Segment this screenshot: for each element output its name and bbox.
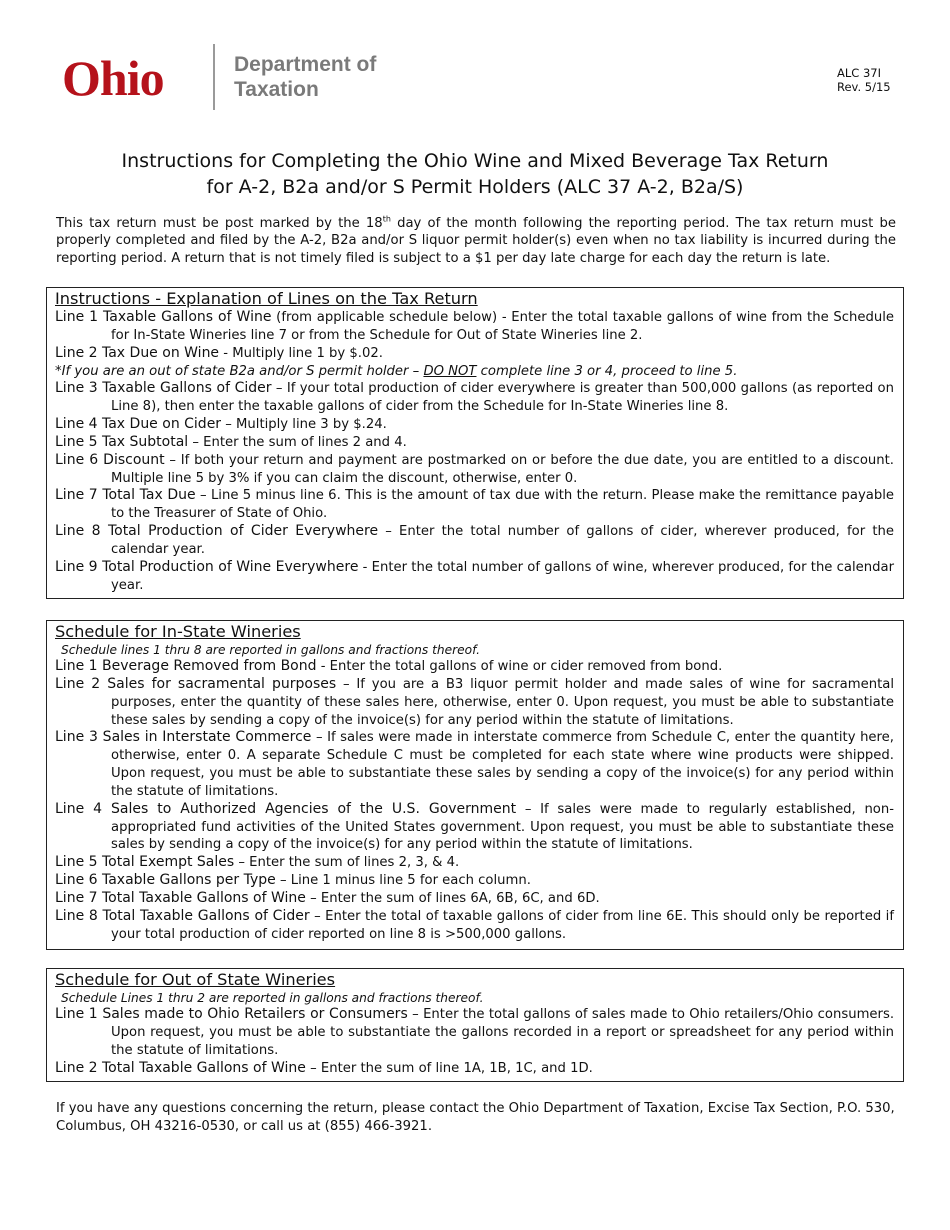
line-label: Line 6 Discount [55, 451, 165, 468]
intro-paragraph [56, 215, 896, 267]
line-label: Line 1 Sales made to Ohio Retailers or Consumers [55, 1006, 408, 1022]
line-text: – Enter the total gallons of sales made to Ohio retailers/Ohio consumers. Upon request, you must be able to substantiate the gallons recorded in a report or spreadsheet for any period within the statute of limitations. [111, 1007, 895, 1058]
instate-line [55, 890, 894, 908]
outstate-line [55, 1006, 894, 1060]
line-text: – If you are a B3 liquor permit holder and made sales of wine for sacramental purposes, enter the quantity of these sales here, otherwise, enter 0. Upon request, you must be able to substantiate these sales by sending a copy of the invoice(s) for any period within the statute of limitations. [111, 676, 894, 728]
line-text: – Enter the sum of lines 2, 3, & 4. [234, 855, 460, 871]
explanation-line [55, 523, 894, 559]
department-line-1: Department of [234, 53, 377, 76]
ohio-logo: Ohio [62, 50, 164, 106]
line-text: – Enter the sum of lines 6A, 6B, 6C, and 6D. [305, 890, 600, 906]
explanation-line [55, 416, 894, 434]
line-label: Line 7 Total Tax Due [55, 487, 196, 504]
line-text: – Enter the sum of lines 2 and 4. [188, 434, 407, 450]
instate-note: Schedule lines 1 thru 8 are reported in gallons and fractions thereof. [61, 643, 481, 657]
note-after: complete line 3 or 4, proceed to line 5. [476, 363, 738, 379]
department-line-2: Taxation [234, 78, 319, 101]
line-label: Line 1 Beverage Removed from Bond [55, 658, 317, 674]
line-label: Line 5 Total Exempt Sales [55, 854, 235, 871]
logo-divider [213, 44, 215, 110]
line-label: Line 4 Tax Due on Cider [55, 416, 222, 433]
line-label: Line 4 Sales to Authorized Agencies of the U.S. Government [55, 800, 517, 817]
line-label: Line 8 Total Taxable Gallons of Cider [55, 907, 310, 924]
line-text: – Enter the sum of line 1A, 1B, 1C, and 1D. [305, 1060, 593, 1076]
explanation-line [55, 309, 894, 345]
outstate-note: Schedule Lines 1 thru 2 are reported in gallons and fractions thereof. [61, 991, 484, 1005]
instate-schedule-box [46, 620, 904, 950]
explanation-box [46, 287, 904, 599]
note-before: *If you are an out of state B2a and/or S permit holder – [55, 363, 424, 379]
instate-line [55, 908, 894, 944]
line-text: – If sales were made to regularly established, non-appropriated fund activities of the United States government. Upon request, you must be able to substantiate these sales by sending a copy of the invoice(s) for any period within the statute of limitations. [111, 801, 894, 853]
line-text: – If sales were made in interstate commerce from Schedule C, enter the quantity here, otherwise, enter 0. A separate Schedule C must be completed for each state where wine products were shipped. Upon request, you must be able to substantiate these sales by sending a copy of the invoice(s) for any period within the statute of limitations. [111, 730, 894, 799]
line-text: – Enter the total number of gallons of cider, wherever produced, for the calendar year. [111, 524, 894, 557]
note-emphasis: DO NOT [423, 363, 477, 379]
explanation-line [55, 487, 894, 523]
explanation-line [55, 380, 894, 416]
form-code: ALC 37I [837, 66, 881, 80]
line-label: Line 9 Total Production of Wine Everywhere [55, 558, 359, 575]
line-label: Line 2 Tax Due on Wine [55, 344, 220, 361]
line-text: - Enter the total gallons of wine or cider removed from bond. [316, 659, 723, 674]
outstate-heading: Schedule for Out of State Wineries [55, 970, 336, 989]
line-text: (from applicable schedule below) - Enter the total taxable gallons of wine from the Schedule for In-State Wineries line 7 or from the Schedule for Out of State Wineries line 2. [111, 310, 895, 343]
out-of-state-note [55, 363, 894, 381]
line-label: Line 8 Total Production of Cider Everywhere [55, 523, 379, 540]
outstate-schedule-box [46, 968, 904, 1082]
line-text: – Enter the total of taxable gallons of cider from line 6E. This should only be reported if your total production of cider reported on line 8 is >500,000 gallons. [111, 908, 894, 942]
line-text: - Enter the total number of gallons of wine, wherever produced, for the calendar year. [111, 559, 894, 593]
form-code-block [837, 66, 895, 94]
explanation-heading: Instructions - Explanation of Lines on the Tax Return [55, 289, 478, 308]
line-text: – If your total production of cider everywhere is greater than 500,000 gallons (as reported on Line 8), then enter the taxable gallons of cider from the Schedule for In-State Wineries line 8. [111, 381, 894, 415]
instate-line [55, 729, 894, 800]
instate-line [55, 801, 894, 855]
outstate-line [55, 1060, 894, 1078]
title-line-1: Instructions for Completing the Ohio Wine and Mixed Beverage Tax Return [121, 150, 829, 172]
title-line-2: for A-2, B2a and/or S Permit Holders (ALC 37 A-2, B2a/S) [206, 176, 744, 198]
explanation-line [55, 345, 894, 363]
department-name [234, 52, 376, 102]
line-text: – Line 5 minus line 6. This is the amount of tax due with the return. Please make the remittance payable to the Treasurer of State of Ohio. [111, 488, 894, 522]
line-label: Line 1 Taxable Gallons of Wine [55, 309, 272, 325]
intro-text-part-1: This tax return must be post marked by the 18 [56, 216, 383, 231]
line-label: Line 2 Sales for sacramental purposes [55, 675, 337, 692]
intro-superscript: th [382, 214, 391, 224]
instate-line [55, 854, 894, 872]
line-label: Line 5 Tax Subtotal [55, 433, 189, 450]
instate-line [55, 872, 894, 890]
line-label: Line 2 Total Taxable Gallons of Wine [55, 1059, 306, 1076]
contact-footer: If you have any questions concerning the return, please contact the Ohio Department of Taxation, Excise Tax Section, P.O. 530, Columbus, OH 43216-0530, or call us at (855) 466-3921. [56, 1101, 895, 1134]
explanation-line [55, 559, 894, 595]
explanation-line [55, 452, 894, 488]
revision-date: Rev. 5/15 [837, 80, 891, 94]
instate-line [55, 676, 894, 730]
intro-text-part-2: day of the month following the reporting period. The tax return must be properly completed and filed by the A-2, B2a and/or S liquor permit holder(s) even when no tax liability is incurred during the reporting period. A return that is not timely filed is subject to a $1 per day late charge for each day the return is late. [56, 216, 896, 266]
page-title [0, 148, 950, 200]
line-label: Line 7 Total Taxable Gallons of Wine [55, 889, 306, 906]
explanation-line [55, 434, 894, 452]
instate-line [55, 658, 894, 676]
line-text: - Multiply line 1 by $.02. [219, 345, 383, 361]
instate-heading: Schedule for In-State Wineries [55, 622, 301, 641]
line-text: – Multiply line 3 by $.24. [221, 417, 387, 433]
line-label: Line 3 Sales in Interstate Commerce [55, 729, 312, 746]
line-text: – If both your return and payment are postmarked on or before the due date, you are entitled to a discount. Multiple line 5 by 3% if you can claim the discount, otherwise, enter 0. [111, 452, 894, 486]
line-label: Line 6 Taxable Gallons per Type [55, 872, 276, 889]
line-label: Line 3 Taxable Gallons of Cider [55, 380, 272, 397]
line-text: – Line 1 minus line 5 for each column. [275, 873, 531, 889]
